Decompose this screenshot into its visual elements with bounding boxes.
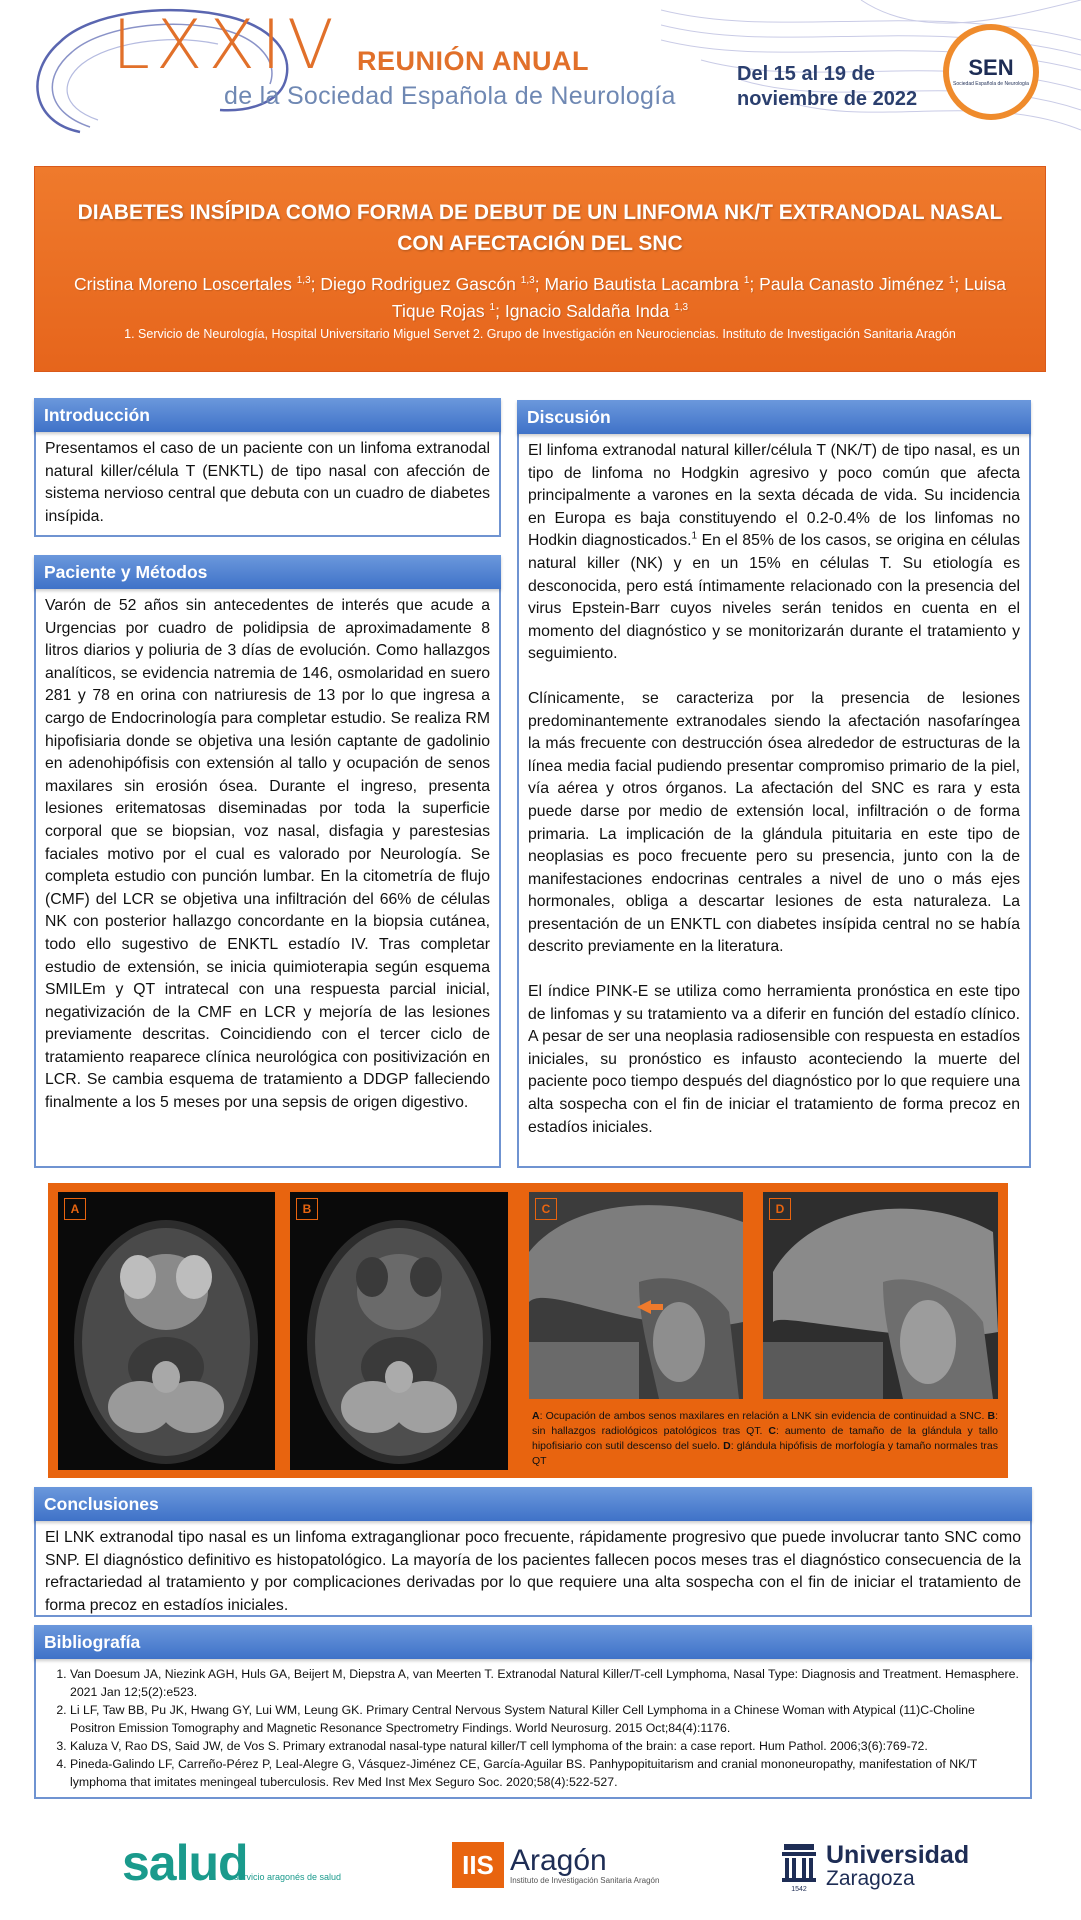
section-bibliografia bbox=[34, 1625, 1032, 1799]
university-city: Zaragoza bbox=[826, 1867, 915, 1890]
discusion-text: El linfoma extranodal natural killer/célula T (NK/T) de tipo nasal, es un tipo de linfoma no Hodgkin agresivo y poco común que afecta principalmente a varones en la sexta década de vida. Su incidencia en Europa es baja constituyendo el 0.2-0.4% de los linfomas no Hodkin diagnosticados. bbox=[528, 442, 1020, 550]
author-affiliation: 1 bbox=[743, 275, 750, 287]
mri-image-b bbox=[290, 1192, 508, 1470]
header-banner bbox=[0, 0, 1081, 150]
axial-mri-scan-b bbox=[290, 1192, 508, 1470]
meeting-title: REUNIÓN ANUAL bbox=[357, 46, 589, 76]
author-list: Cristina Moreno Loscertales $^{1,3}$; Diego Rodriguez Gascón $^{1,3}$; Mario Bautista Lacambra $^1$; Paula Canasto Jiménez $^1$; Luisa Tique Rojas $^1$; Ignacio Saldaña Inda $^{1,3}$ bbox=[74, 274, 1006, 321]
discusion-text: En el 85% de los casos, se origina en células natural killer (NK) y en un 15% en células T. Su etiología es desconocida, pero está íntimamente relacionado con la presencia del virus Epstein-Barr cuyos niveles serán tenidos en cuenta en el momento del diagnóstico y se monitorizarán durante el tratamiento y seguimiento. bbox=[528, 532, 1020, 663]
author-affiliation: 1,3 bbox=[674, 302, 689, 314]
iis-logo-name: Aragón bbox=[510, 1843, 607, 1877]
author-affiliation: 1,3 bbox=[296, 275, 311, 287]
sen-logo-subtext: Sociedad Española de Neurología bbox=[953, 81, 1029, 87]
caption-text: : sin hallazgos radiológicos patológicos tras QT. bbox=[532, 1410, 998, 1437]
author-affiliation: 1 bbox=[489, 302, 496, 314]
axial-mri-scan-a bbox=[58, 1192, 275, 1470]
citation-marker: 1 bbox=[691, 531, 698, 543]
section-discusion bbox=[517, 400, 1031, 1168]
sen-logo bbox=[943, 24, 1039, 120]
universidad-zaragoza-logo bbox=[780, 1840, 969, 1892]
author-name: Cristina Moreno Loscertales bbox=[74, 274, 292, 294]
author-affiliation: 1,3 bbox=[520, 275, 535, 287]
section-body: Varón de 52 años sin antecedentes de interés que acude a Urgencias por cuadro de polidipsia de aproximadamente 8 litros diarios y poliuria de 3 días de evolución. Como hallazgos analíticos, se evidencia natremia de 146, osmolaridad en suero 281 y 78 en orina con natriuresis de 13 por lo que ingresa a cargo de Endocrinología para completar estudio. Se realiza RM hipofisiaria donde se objetiva una lesión captante de gadolinio en adenohipófisis con extensión al tallo y ocupación de senos maxilares sin erosión ósea. Durante el ingreso, presenta lesiones eritematosas diseminadas por toda la superficie corporal que se biopsian, voz nasal, disfagia y parestesias faciales motivo por el cual es valorado por Neurología. Se completa estudio con punción lumbar. En la citometría de flujo (CMF) del LCR se objetiva una infiltración del 66% de células NK con posterior hallazgo concordante en la biopsia cutánea, todo ello sugestivo de ENKTL estadío IV. Tras completar estudio de extensión, se inicia quimioterapia según esquema SMILEm y QT intratecal con una respuesta parcial inicial, negativización de la CMF en LCR y mejoría de las lesiones previamente descritas. Coincidiendo con el tercer ciclo de tratamiento reaparece clínica neurológica con positivización en LCR. Se cambia esquema de tratamiento a DDGP falleciendo finalmente a los 5 meses por una sepsis de origen digestivo. bbox=[45, 597, 490, 1112]
author-name: Paula Canasto Jiménez bbox=[759, 274, 944, 294]
author-affiliation: 1 bbox=[948, 275, 955, 287]
section-body bbox=[36, 1659, 1030, 1797]
iis-logo-box: IIS bbox=[452, 1842, 504, 1888]
meeting-dates: Del 15 al 19 de noviembre de 2022 bbox=[737, 63, 918, 110]
section-body: El LNK extranodal tipo nasal es un linfoma extraganglionar poco frecuente, rápidamente progresivo que puede involucrar tanto SNC como SNP. El diagnóstico definitivo es histopatológico. La mayoría de los pacientes fallecen pocos meses tras el diagnóstico consecuencia de la refractariedad al tratamiento y por complicaciones derivadas por lo que requiere una alta sospecha con el fin de iniciar el tratamiento de forma precoz en estadíos iniciales. bbox=[45, 1529, 1021, 1614]
mri-image-c bbox=[529, 1192, 743, 1399]
university-name: Universidad bbox=[826, 1841, 970, 1869]
figure-label-d: D bbox=[769, 1198, 791, 1220]
discusion-paragraph-3: El índice PINK-E se utiliza como herramienta pronóstica en este tipo de linfomas y su tratamiento va a diferir en función del estadío clínico. A pesar de ser una neoplasia radiosensible con respuesta en estadíos iniciales, su pronóstico es infausto aconteciendo la muerte del paciente poco tiempo después del diagnóstico por lo que requiere una alta sospecha con el fin de iniciar el tratamiento de forma precoz en estadíos iniciales. bbox=[528, 983, 1020, 1136]
section-heading: Introducción bbox=[34, 398, 501, 432]
university-founding-year: 1542 bbox=[791, 1886, 807, 1892]
section-heading: Discusión bbox=[517, 400, 1031, 434]
author-name: Ignacio Saldaña Inda bbox=[504, 301, 670, 321]
poster-title: DIABETES INSÍPIDA COMO FORMA DE DEBUT DE UN LINFOMA NK/T EXTRANODAL NASAL CON AFECTACIÓN DEL SNC bbox=[77, 201, 1003, 255]
sagittal-mri-scan-c bbox=[529, 1192, 743, 1399]
figure-caption bbox=[532, 1409, 998, 1469]
author-name: Mario Bautista Lacambra bbox=[544, 274, 739, 294]
affiliations: 1. Servicio de Neurología, Hospital Universitario Miguel Servet 2. Grupo de Investigación en Neurociencias. Instituto de Investigación Sanitaria Aragón bbox=[124, 327, 956, 341]
sagittal-mri-scan-d bbox=[763, 1192, 998, 1399]
figure-label-c: C bbox=[535, 1198, 557, 1220]
section-heading: Paciente y Métodos bbox=[34, 555, 501, 589]
section-body bbox=[519, 434, 1029, 1145]
author-name: Diego Rodriguez Gascón bbox=[320, 274, 516, 294]
society-name: de la Sociedad Española de Neurología bbox=[224, 82, 676, 110]
reference-list bbox=[54, 1665, 1022, 1791]
salud-logo-word: salud bbox=[122, 1835, 248, 1891]
figure-label-b: B bbox=[296, 1198, 318, 1220]
reference-item: 4. Pineda-Galindo LF, Carreño-Pérez P, Leal-Alegre G, Vásquez-Jiménez CE, García-Aguilar BS. Panhypopituitarism and cranial mononeuropathy, manifestation of NK/T lymphoma that imitates meningeal tuberculosis. Rev Med Inst Mex Seguro Soc. 2020;58(4):522-527. bbox=[70, 1755, 1022, 1791]
caption-label: A bbox=[532, 1410, 540, 1422]
mri-image-d bbox=[763, 1192, 998, 1399]
poster-title-box bbox=[34, 166, 1046, 372]
mri-image-a bbox=[58, 1192, 275, 1470]
section-heading: Conclusiones bbox=[34, 1487, 1032, 1521]
caption-text: : Ocupación de ambos senos maxilares en relación a LNK sin evidencia de continuidad a SNC. bbox=[539, 1410, 988, 1422]
reference-item: 2. Li LF, Taw BB, Pu JK, Hwang GY, Lui WM, Leung GK. Primary Central Nervous System Natural Killer Cell Lymphoma in a Chinese Woman with Atypical (11)C-Choline Positron Emission Tomography and Magnetic Resonance Spectrometry Findings. World Neurosurg. 2015 Oct;84(4):1176. bbox=[70, 1701, 1022, 1737]
iis-logo-subtext: Instituto de Investigación Sanitaria Aragón bbox=[510, 1875, 660, 1885]
salud-logo bbox=[122, 1835, 342, 1891]
discusion-paragraph-2: Clínicamente, se caracteriza por la presencia de lesiones predominantemente extranodales siendo la afectación nasofaríngea la más frecuente con destrucción ósea alrededor de estructuras de la línea media facial pudiendo presentar compromiso primario de la piel, vía aérea y otros órganos. La afectación del SNC es rara y esta puede darse por medio de extensión local, infiltración o de forma primaria. La implicación de la glándula pituitaria en este tipo de neoplasias es poco frecuente pero su presencia, junto con la de manifestaciones endocrinas centrales a nivel de uno o más ejes hormonales, obliga a descartar lesiones de esta naturaleza. La presentación de un ENKTL con diabetes insípida central no se había descrito previamente en la literatura. bbox=[528, 689, 1020, 956]
caption-label: C bbox=[768, 1425, 776, 1437]
section-introduccion bbox=[34, 398, 501, 537]
discusion-paragraph-1 bbox=[528, 440, 1020, 666]
caption-text: : glándula hipófisis de morfología y tamaño normales tras QT bbox=[532, 1440, 999, 1467]
author-name: Luisa Tique Rojas bbox=[391, 274, 1006, 321]
salud-logo-subtext: servicio aragonés de salud bbox=[234, 1872, 342, 1882]
section-body: Presentamos el caso de un paciente con un linfoma extranodal natural killer/célula T (ENKTL) de tipo nasal con afección de sistema nervioso central que debuta con un cuadro de diabetes insípida. bbox=[45, 440, 490, 525]
university-building-icon bbox=[780, 1840, 818, 1892]
reference-item: 3. Kaluza V, Rao DS, Said JW, de Vos S. Primary extranodal nasal-type natural killer/T cell lymphoma of the brain: a case report. Hum Pathol. 2006;3(6):769-72. bbox=[70, 1737, 1022, 1755]
sen-logo-text: SEN bbox=[968, 55, 1014, 80]
section-heading: Bibliografía bbox=[34, 1625, 1032, 1659]
section-conclusiones bbox=[34, 1487, 1032, 1617]
section-paciente-metodos bbox=[34, 555, 501, 1168]
meeting-edition-number: LXXIV bbox=[112, 6, 340, 85]
caption-label: D bbox=[723, 1440, 731, 1452]
mri-figure-panel bbox=[48, 1183, 1008, 1478]
reference-item: 1. Van Doesum JA, Niezink AGH, Huls GA, Beijert M, Diepstra A, van Meerten T. Extranodal Natural Killer/T-cell Lymphoma, Nasal Type: Diagnosis and Treatment. Hemasphere. 2021 Jan 12;5(2):e523. bbox=[70, 1665, 1022, 1701]
caption-text: : aumento de tamaño de la glándula y tallo hipofisiario con sutil descenso del suelo. bbox=[532, 1425, 999, 1452]
caption-label: B bbox=[987, 1410, 996, 1422]
figure-label-a: A bbox=[64, 1198, 86, 1220]
iis-aragon-logo bbox=[452, 1842, 659, 1888]
